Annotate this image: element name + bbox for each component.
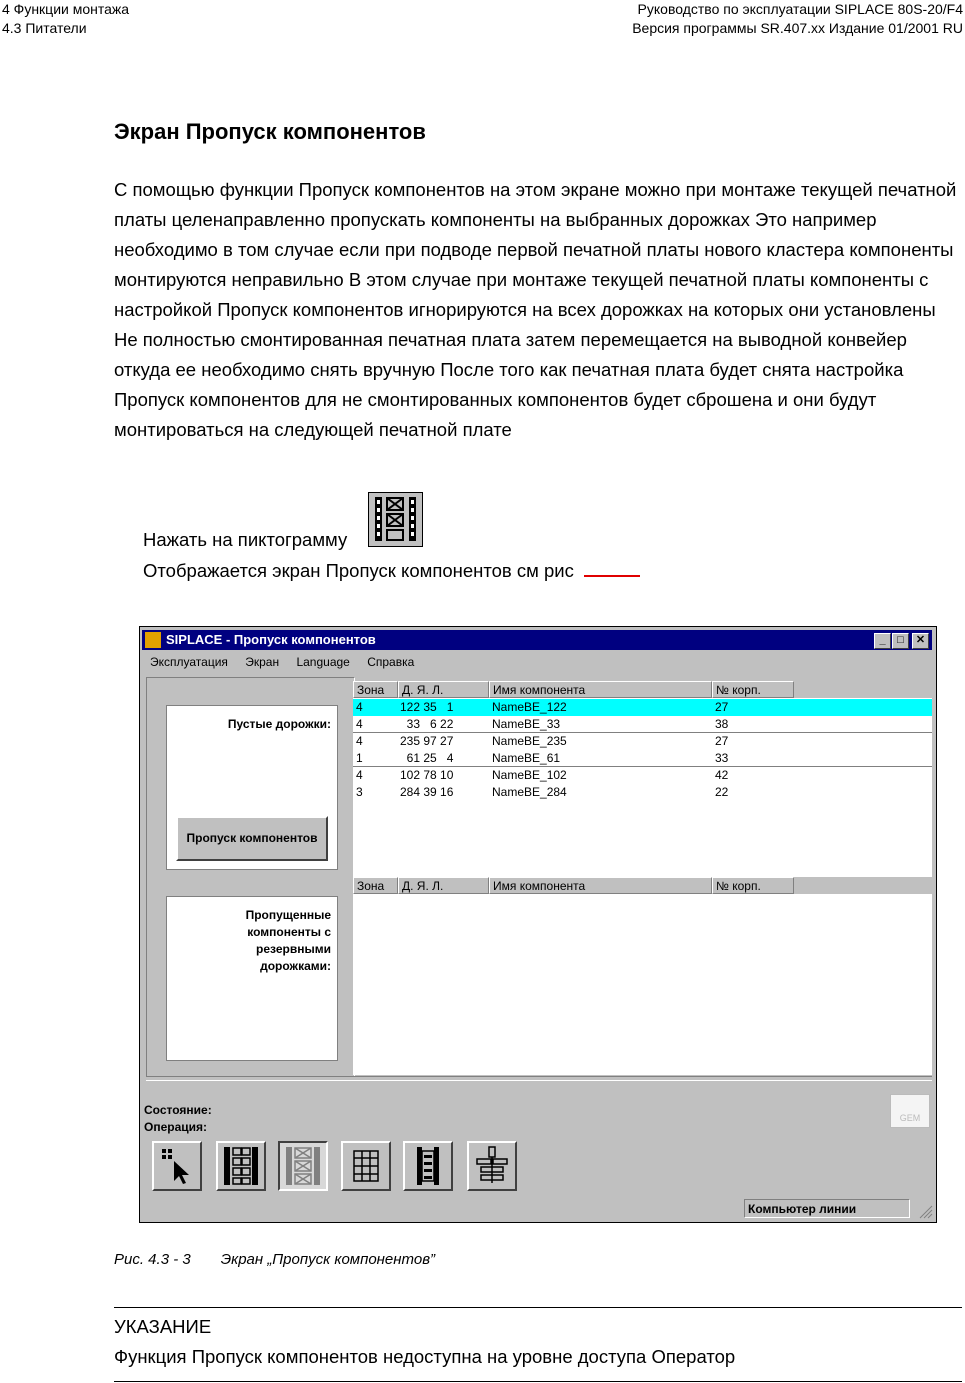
gem-mail-icon[interactable]: GEM (890, 1094, 930, 1128)
tables-area (353, 681, 932, 1075)
skipped-table-header (353, 877, 932, 894)
status-area (144, 1102, 212, 1136)
table-cell: 1 (356, 751, 363, 765)
statusbar-line-computer: Компьютер линии (744, 1199, 910, 1218)
table-cell: 22 (715, 785, 729, 799)
menu-operation[interactable]: Эксплуатация (150, 655, 228, 669)
col-component-name[interactable]: Имя компонента (489, 681, 712, 698)
skip-components-icon (368, 492, 423, 547)
skip-components-tool-button[interactable] (278, 1141, 328, 1191)
table-row[interactable] (353, 784, 932, 801)
skipped-components-label (246, 907, 331, 975)
table-cell: 33 6 22 (400, 717, 454, 731)
table-cell: 4 (356, 700, 363, 714)
note-rule-bottom (114, 1381, 962, 1382)
table-cell: 284 39 16 (400, 785, 454, 799)
table-row[interactable] (353, 699, 932, 716)
note-heading: УКАЗАНИЕ (114, 1316, 212, 1337)
figure-caption (114, 1251, 435, 1268)
col-component-name[interactable]: Имя компонента (489, 877, 712, 894)
menu-screen[interactable]: Экран (245, 655, 280, 669)
table-cell: 4 (356, 768, 363, 782)
table-cell: 27 (715, 700, 729, 714)
table-cell: 42 (715, 768, 729, 782)
table-cell: NameBE_284 (492, 785, 567, 799)
window-title: SIPLACE - Пропуск компонентов (166, 632, 376, 647)
step-press-icon: Нажать на пиктограмму (143, 529, 348, 550)
menu-language[interactable]: Language (296, 655, 350, 669)
version-info: Версия программы SR.407.xx Издание 01/2001 RU (632, 20, 963, 36)
table-row[interactable] (353, 733, 932, 750)
skipped-label-line: резервными (256, 942, 331, 956)
skipped-label-line: компоненты с (247, 925, 331, 939)
table-cell: 38 (715, 717, 729, 731)
table-cell: 3 (356, 785, 363, 799)
menu-help[interactable]: Справка (367, 655, 415, 669)
table-cell: 27 (715, 734, 729, 748)
page-header-left (2, 0, 129, 38)
operation-label: Операция: (144, 1120, 208, 1134)
status-label: Состояние: (144, 1103, 212, 1117)
section-title: 4.3 Питатели (2, 20, 87, 36)
table-row[interactable] (353, 750, 932, 767)
page-header-right (632, 0, 963, 38)
figure-reference-link[interactable] (584, 559, 640, 577)
step-screen-shown-text: Отображается экран Пропуск компонентов см рис (143, 560, 574, 581)
col-case-number[interactable]: № корп. (712, 681, 794, 698)
note-text: Функция Пропуск компонентов недоступна на уровне доступа Оператор (114, 1346, 736, 1367)
table-row[interactable] (353, 716, 932, 733)
table-cell: NameBE_61 (492, 751, 561, 765)
app-icon (145, 632, 161, 648)
table-cell: 4 (356, 717, 363, 731)
figure-title: Экран „Пропуск компонентов” (220, 1251, 436, 1268)
empty-tracks-label: Пустые дорожки: (227, 717, 331, 731)
paragraph-text: С помощью функции Пропуск компонентов на этом экране можно при монтаже текущей печатной платы целенаправленно пропускать компоненты на выбранных дорожках Это например необходимо в том случае если при подводе первой печатной платы нового кластера компоненты монтируются неправильно В этом случае при монтаже текущей печатной платы компоненты с настройкой Пропуск компонентов игнорируются на всех дорожках на которых они установлены Не полностью смонтированная печатная плата затем перемещается на выводной конвейер откуда ее необходимо снять вручную После того как печатная плата будет снята настройка Пропуск компонентов для не смонтированных компонентов будет сброшена и они будут монтироваться на следующей печатной плате (114, 179, 957, 440)
manual-title: Руководство по эксплуатации SIPLACE 80S-20/F4 (637, 1, 963, 17)
table-cell: 235 97 27 (400, 734, 454, 748)
table-row[interactable] (353, 767, 932, 784)
note-rule-top (114, 1307, 962, 1308)
table-cell: 61 25 4 (400, 751, 454, 765)
table-cell: 4 (356, 734, 363, 748)
chapter-title: 4 Функции монтажа (2, 1, 130, 17)
empty-tracks-box (166, 705, 338, 870)
col-zone[interactable]: Зона (353, 681, 398, 698)
body-paragraph (114, 175, 962, 445)
empty-tracks-table-header (353, 681, 932, 698)
table-cell: 122 35 1 (400, 700, 454, 714)
col-case-number[interactable]: № корп. (712, 877, 794, 894)
feeder-grid-button[interactable] (216, 1141, 266, 1191)
col-dyl[interactable]: Д. Я. Л. (398, 681, 489, 698)
minimize-icon[interactable]: _ (874, 633, 891, 649)
step-screen-shown (143, 559, 640, 582)
pcb-grid-button[interactable] (341, 1141, 391, 1191)
select-tool-button[interactable] (152, 1141, 202, 1191)
skipped-label-line: Пропущенные (245, 908, 331, 922)
col-dyl[interactable]: Д. Я. Л. (398, 877, 489, 894)
table-cell: 33 (715, 751, 729, 765)
skipped-label-line: дорожками: (260, 959, 331, 973)
close-icon[interactable]: ✕ (912, 633, 929, 649)
menu-bar (150, 655, 428, 669)
tray-stack-button[interactable] (467, 1141, 517, 1191)
tape-feeder-button[interactable] (403, 1141, 453, 1191)
skip-components-button[interactable]: Пропуск компонентов (176, 816, 328, 861)
maximize-icon[interactable]: □ (892, 633, 909, 649)
separator (146, 1076, 932, 1081)
skipped-components-box (166, 896, 338, 1061)
table-cell: NameBE_235 (492, 734, 567, 748)
table-cell: NameBE_102 (492, 768, 567, 782)
resize-grip-icon[interactable] (919, 1205, 933, 1219)
figure-number: Рис. 4.3 - 3 (114, 1251, 191, 1268)
table-cell: NameBE_33 (492, 717, 561, 731)
table-cell: 102 78 10 (400, 768, 454, 782)
col-zone[interactable]: Зона (353, 877, 398, 894)
siplace-window (139, 626, 937, 1223)
window-titlebar (142, 630, 932, 650)
table-cell: NameBE_122 (492, 700, 567, 714)
page-title: Экран Пропуск компонентов (114, 119, 426, 144)
